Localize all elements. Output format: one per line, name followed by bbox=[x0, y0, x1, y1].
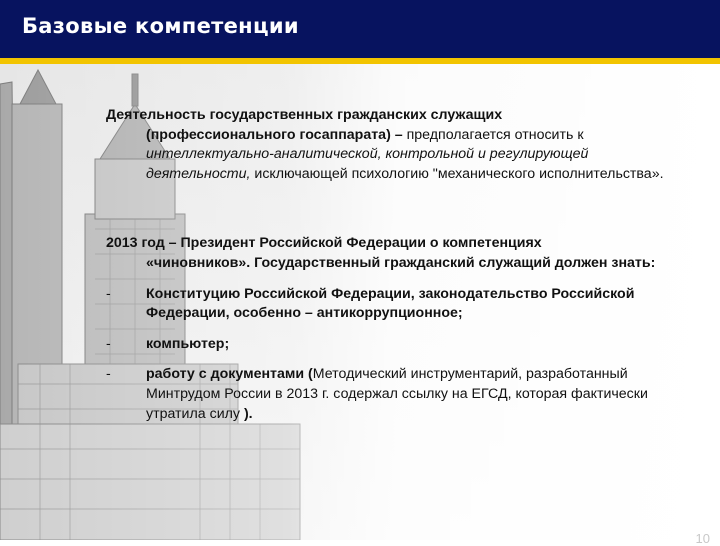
bullet-1-text: Конституцию Российской Федерации, законодательство Российской Федерации, особенно – антикоррупционное; bbox=[146, 285, 635, 322]
bullet-3-end: ). bbox=[243, 405, 253, 422]
slide-body bbox=[106, 106, 681, 424]
p1-text-a: предполагается относить к bbox=[406, 126, 584, 143]
p1-italic: интеллектуально-аналитической, контрольной и регулирующей деятельности, bbox=[146, 146, 589, 182]
p2-bold-line2: «чиновников». Государственный гражданский служащий должен знать: bbox=[146, 254, 656, 271]
paragraph-president bbox=[106, 234, 681, 273]
bullet-3-text: Методический инструментарий, разработанный Минтрудом России в 2013 г. содержал ссылку на ЕГСД, которая фактически утратила силу bbox=[146, 366, 648, 422]
p1-text-b: исключающей психологию "механического исполнительства». bbox=[250, 165, 664, 182]
p2-bold-line1: 2013 год – Президент Российской Федерации о компетенциях bbox=[106, 235, 542, 252]
bullet-dash: - bbox=[106, 285, 111, 302]
list-item-constitution bbox=[106, 285, 681, 324]
list-item-documents bbox=[106, 365, 681, 424]
bullet-3-bold: работу с документами ( bbox=[146, 366, 313, 383]
bullet-dash: - bbox=[106, 335, 111, 352]
p1-bold-line2: (профессионального госаппарата) – bbox=[146, 126, 407, 143]
list-item-computer bbox=[106, 335, 681, 355]
p1-bold-line1: Деятельность государственных гражданских служащих bbox=[106, 107, 503, 123]
bullet-2-text: компьютер; bbox=[146, 335, 230, 352]
p1-continuation bbox=[106, 126, 681, 185]
title-bar bbox=[0, 0, 720, 58]
page-number: 10 bbox=[695, 531, 710, 546]
slide-title: Базовые компетенции bbox=[22, 14, 299, 38]
bullet-dash: - bbox=[106, 366, 111, 383]
paragraph-activities bbox=[106, 106, 681, 184]
